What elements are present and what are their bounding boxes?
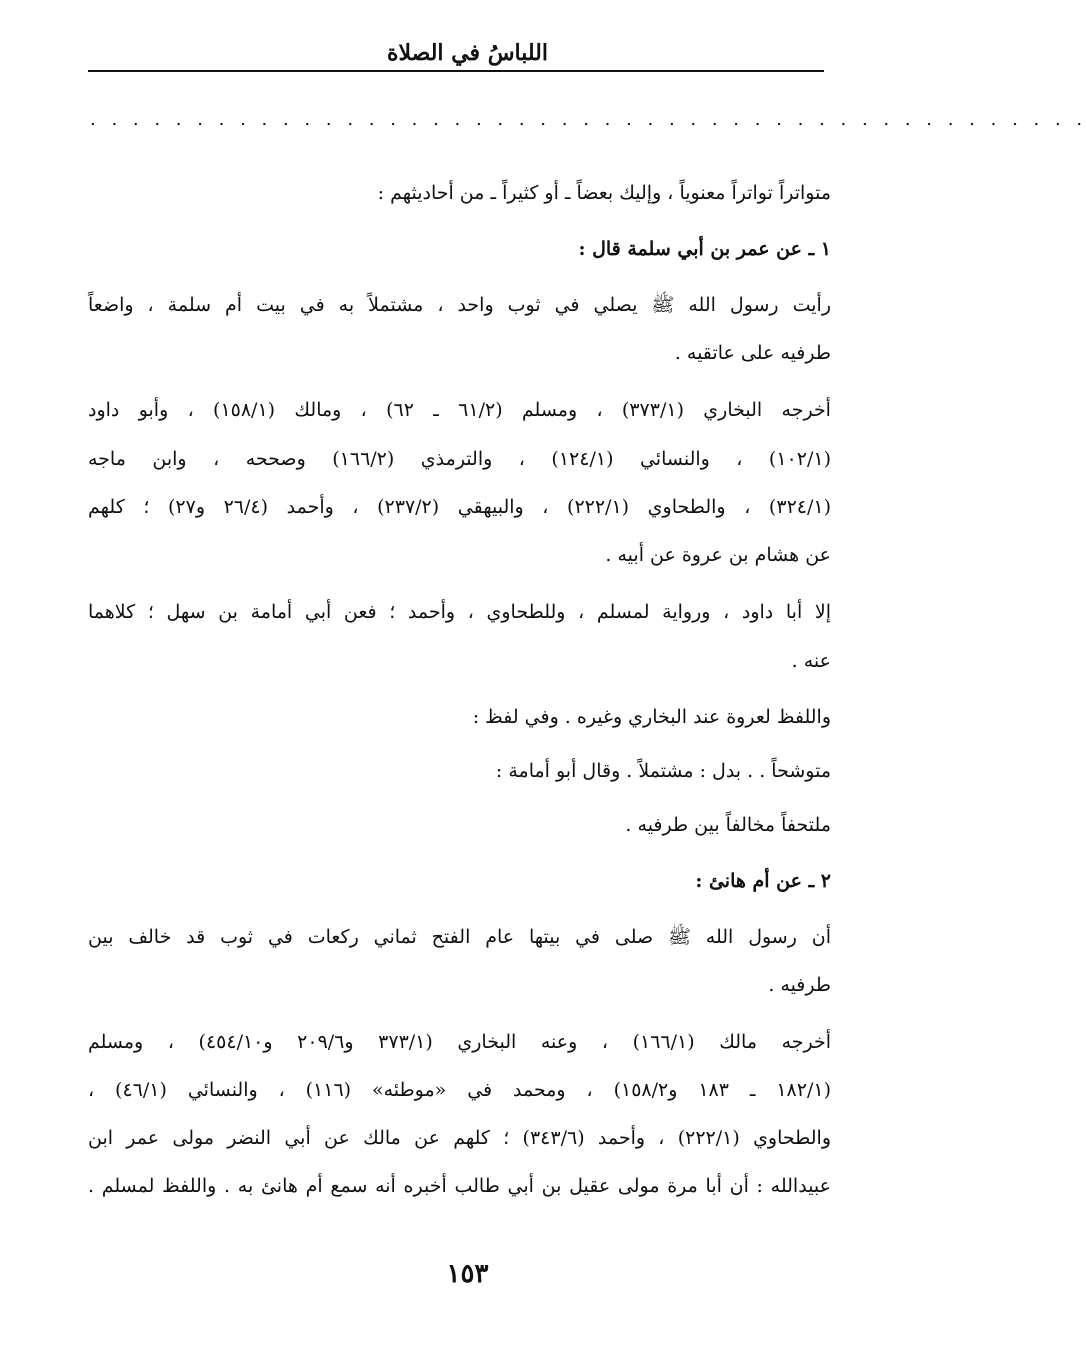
takhrij-line: عبيدالله : أن أبا مرة مولى عقيل بن أبي طالب أخبره أنه سمع أم هانئ به . واللفظ لمسلم . [88,1175,831,1197]
text-line: عنه . [791,650,831,672]
hadith-text-line: طرفيه . [768,974,831,996]
running-header-title: اللباسُ في الصلاة [386,40,548,66]
hadith-heading: ١ ـ عن عمر بن أبي سلمة قال : [578,238,831,260]
hadith-text-line: رأيت رسول الله ﷺ يصلي في ثوب واحد ، مشتملاً به في بيت أم سلمة ، واضعاً [88,294,831,316]
dotted-separator: . . . . . . . . . . . . . . . . . . . . . . . . . . . . . . . . . . . . . . . . . . . . . . . [90,109,1087,130]
hadith-text-line: طرفيه على عاتقيه . [674,342,831,364]
text-line: ملتحفاً مخالفاً بين طرفيه . [625,814,831,836]
text-line: واللفظ لعروة عند البخاري وغيره . وفي لفظ : [472,706,831,728]
takhrij-line: (١٨٢/١ ـ ١٨٣ و١٥٨/٢) ، ومحمد في «موطئه» (١١٦) ، والنسائي (٤٦/١) ، [88,1079,831,1101]
page-number: ١٥٣ [446,1259,489,1289]
hadith-heading: ٢ ـ عن أم هانئ : [695,870,831,892]
takhrij-line: أخرجه مالك (١٦٦/١) ، وعنه البخاري (٣٧٣/١ و٢٠٩/٦ و٤٥٤/١٠) ، ومسلم [88,1031,832,1053]
text-line: متواتراً تواتراً معنوياً ، وإليك بعضاً ـ أو كثيراً ـ من أحاديثهم : [377,182,831,204]
text-line: إلا أبا داود ، ورواية لمسلم ، وللطحاوي ، وأحمد ؛ فعن أبي أمامة بن سهل ؛ كلاهما [88,601,831,623]
takhrij-line: (٣٢٤/١) ، والطحاوي (٢٢٢/١) ، والبيهقي (٢٣٧/٢) ، وأحمد (٢٦/٤ و٢٧) ؛ كلهم [88,496,832,518]
text-line: متوشحاً . . بدل : مشتملاً . وقال أبو أمامة : [495,760,831,782]
takhrij-line: أخرجه البخاري (٣٧٣/١) ، ومسلم (٦١/٢ ـ ٦٢) ، ومالك (١٥٨/١) ، وأبو داود [88,399,831,421]
takhrij-line: (١٠٢/١) ، والنسائي (١٢٤/١) ، والترمذي (١٦٦/٢) وصححه ، وابن ماجه [88,448,831,470]
takhrij-line: عن هشام بن عروة عن أبيه . [605,544,831,566]
header-rule [88,70,824,72]
hadith-text-line: أن رسول الله ﷺ صلى في بيتها عام الفتح ثماني ركعات في ثوب قد خالف بين [88,926,831,948]
takhrij-line: والطحاوي (٢٢٢/١) ، وأحمد (٣٤٣/٦) ؛ كلهم عن مالك عن أبي النضر مولى عمر ابن [88,1127,831,1149]
